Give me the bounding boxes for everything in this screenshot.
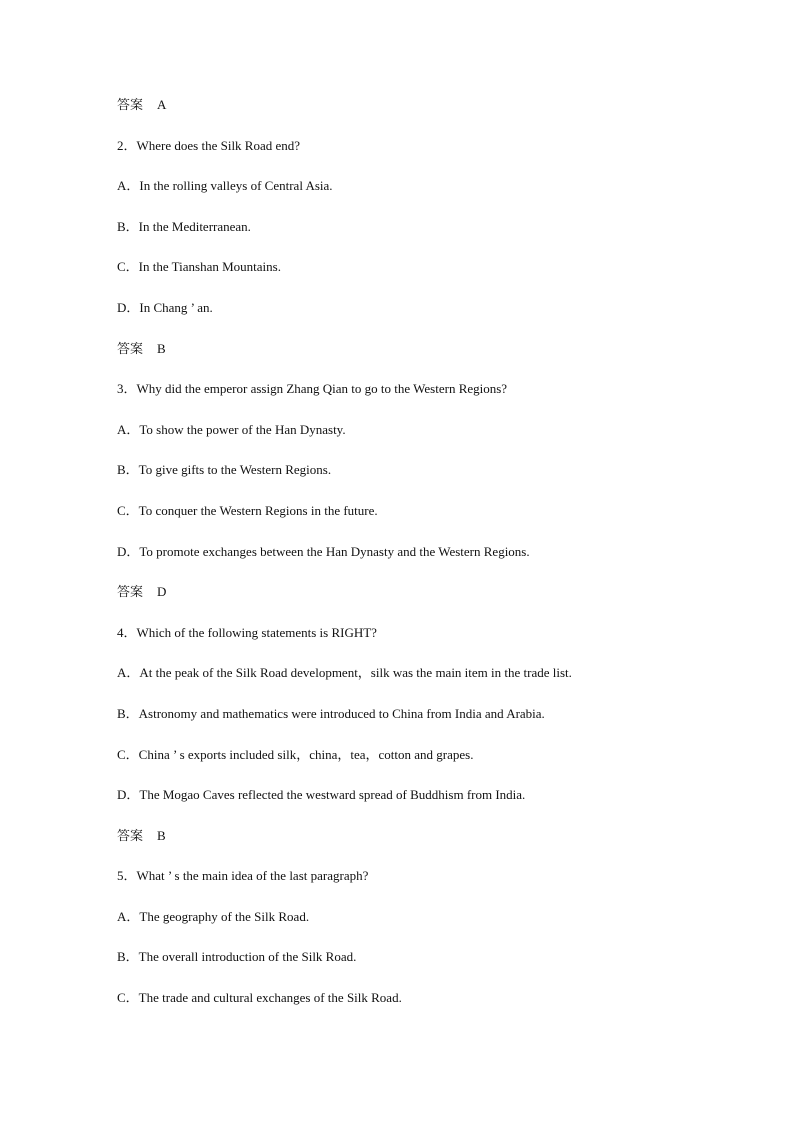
option-line: C．The trade and cultural exchanges of the Silk Road. [117, 990, 402, 1006]
question-list [117, 96, 717, 1030]
option-line: A．At the peak of the Silk Road development，silk was the main item in the trade list. [117, 665, 572, 681]
option-line: A．To show the power of the Han Dynasty. [117, 421, 346, 437]
question-stem: 5．What ’ s the main idea of the last paragraph? [117, 868, 369, 884]
answer-label: 答案 [117, 340, 144, 356]
question-stem: 2．Where does the Silk Road end? [117, 137, 301, 153]
option-line: D．To promote exchanges between the Han Dynasty and the Western Regions. [117, 543, 530, 559]
option-line: C．To conquer the Western Regions in the future. [117, 502, 378, 518]
option-line: C．China ’ s exports included silk，china，tea，cotton and grapes. [117, 746, 474, 762]
option-line: D．In Chang ’ an. [117, 299, 213, 315]
answer-line [117, 583, 717, 624]
question-stem: 4．Which of the following statements is RIGHT? [117, 624, 377, 640]
option-line: B．To give gifts to the Western Regions. [117, 462, 332, 478]
answer-line [117, 96, 717, 137]
option-line: B．The overall introduction of the Silk Road. [117, 949, 357, 965]
answer-label: 答案 [117, 97, 144, 112]
answer-label: 答案 [117, 584, 144, 600]
question-stem: 3．Why did the emperor assign Zhang Qian to go to the Western Regions? [117, 381, 508, 397]
option-line: B．Astronomy and mathematics were introduced to China from India and Arabia. [117, 705, 545, 721]
option-line: C．In the Tianshan Mountains. [117, 259, 281, 275]
answer-line [117, 827, 717, 868]
answer-value: B [157, 340, 166, 356]
answer-value: A [157, 97, 167, 112]
option-line: A．The geography of the Silk Road. [117, 908, 310, 924]
option-line: A．In the rolling valleys of Central Asia. [117, 178, 333, 194]
answer-value: B [157, 827, 166, 843]
option-line: B．In the Mediterranean. [117, 218, 251, 234]
answer-value: D [157, 584, 167, 600]
option-line: D．The Mogao Caves reflected the westward spread of Buddhism from India. [117, 787, 526, 803]
answer-line [117, 340, 717, 381]
answer-label: 答案 [117, 827, 144, 843]
